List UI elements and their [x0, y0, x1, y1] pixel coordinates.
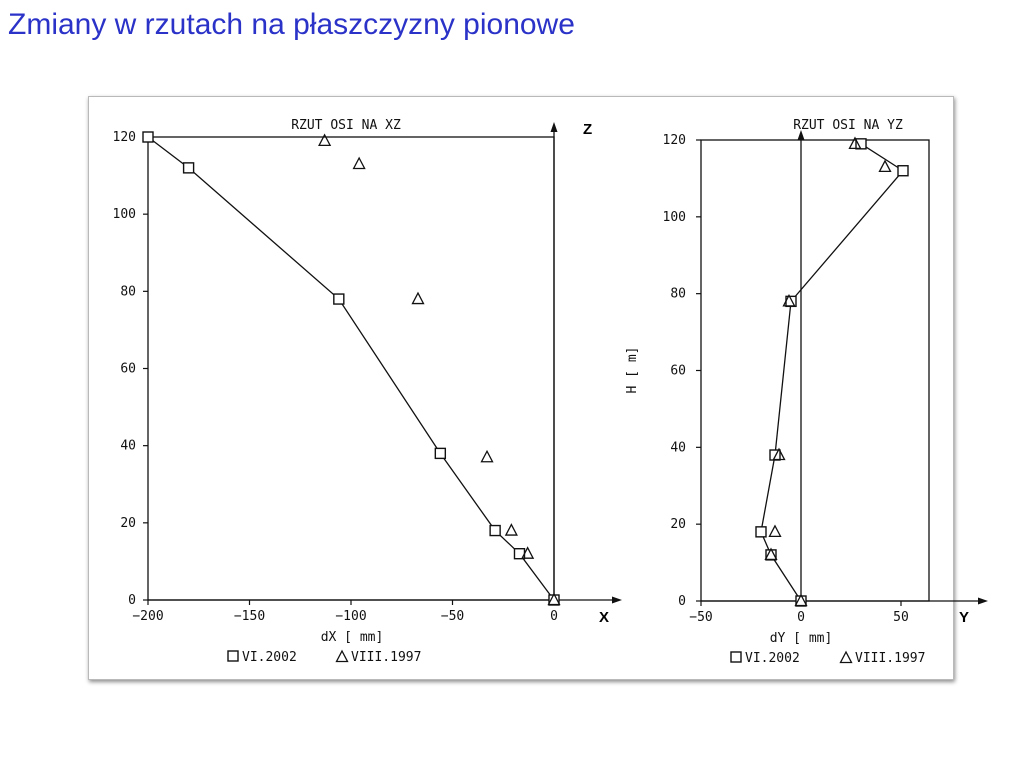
chart0-y-tick-label: 80: [120, 284, 136, 300]
chart1-legend-triangle-icon: [841, 652, 852, 663]
chart0-series-0-point: [334, 294, 344, 304]
chart0-z-axis-arrowhead: [551, 122, 558, 132]
chart0-y-tick-label: 60: [120, 361, 136, 377]
chart1-legend-label: VI.2002: [745, 651, 800, 666]
chart0-x-tick-label: 0: [550, 609, 558, 624]
chart1-y-tick-label: 120: [662, 133, 686, 148]
chart0-y-tick-label: 20: [120, 515, 136, 531]
chart1-series-0-point: [756, 527, 766, 537]
chart0-x-axis-label: dX [ mm]: [320, 630, 384, 645]
chart1-series-1-point: [770, 526, 781, 537]
chart0-legend-label: VI.2002: [242, 650, 297, 665]
chart0-y-tick-label: 100: [112, 207, 136, 223]
chart1-x-axis-label: dY [ mm]: [769, 631, 833, 646]
chart1-legend-square-icon: [731, 652, 741, 662]
chart0-series-1-point: [354, 158, 365, 169]
chart0-series-0-point: [184, 163, 194, 173]
chart1-y-tick-label: 20: [670, 517, 686, 533]
chart0-y-tick-label: 40: [120, 438, 136, 454]
chart0-legend-square-icon: [228, 651, 238, 661]
slide-title: Zmiany w rzutach na płaszczyzny pionowe: [8, 8, 575, 41]
chart1-plot-frame: [701, 140, 929, 601]
chart0-legend-label: VIII.1997: [351, 650, 422, 665]
chart0-x-axis-arrowhead: [612, 597, 622, 604]
chart1-x-tick-label: −50: [689, 610, 713, 625]
chart0-legend-triangle-icon: [337, 651, 348, 662]
chart0-series-1-point: [482, 451, 493, 462]
chart0-title: RZUT OSI NA XZ: [291, 118, 401, 133]
chart1-y-tick-label: 60: [670, 363, 686, 379]
chart1-series-1-point: [880, 161, 891, 172]
chart1-y-tick-label: 40: [670, 440, 686, 456]
chart0-x-tick-label: −200: [132, 609, 164, 624]
chart0-x-tick-label: −100: [335, 609, 367, 624]
chart0-series-0-point: [143, 132, 153, 142]
chart1-title: RZUT OSI NA YZ: [793, 118, 903, 133]
chart1-x-axis-arrowhead: [978, 598, 988, 605]
z-axis-letter: Z: [583, 121, 593, 138]
chart1-legend-label: VIII.1997: [855, 651, 926, 666]
chart1-series-0-point: [898, 166, 908, 176]
chart1-x-tick-label: 0: [797, 610, 805, 625]
chart0-x-tick-label: −150: [233, 609, 266, 624]
chart1-y-tick-label: 100: [662, 209, 686, 225]
chart0-y-tick-label: 0: [128, 593, 136, 608]
x-axis-letter: X: [599, 609, 610, 626]
chart1-y-tick-label: 80: [670, 286, 686, 302]
chart0-series-0-point: [490, 526, 500, 536]
chart0-x-tick-label: −50: [440, 609, 465, 624]
chart1-x-tick-label: 50: [893, 610, 909, 625]
chart1-series-0-line: [761, 144, 903, 601]
chart0-series-1-point: [506, 525, 517, 536]
chart1-y-tick-label: 0: [678, 594, 686, 609]
y-axis-letter: Y: [959, 609, 970, 626]
chart0-series-1-point: [412, 293, 423, 304]
chart1-series-0-point: [770, 450, 780, 460]
chart0-series-0-point: [435, 448, 445, 458]
chart0-y-tick-label: 120: [112, 130, 136, 145]
chart1-y-axis-label: H [ m]: [625, 346, 640, 394]
